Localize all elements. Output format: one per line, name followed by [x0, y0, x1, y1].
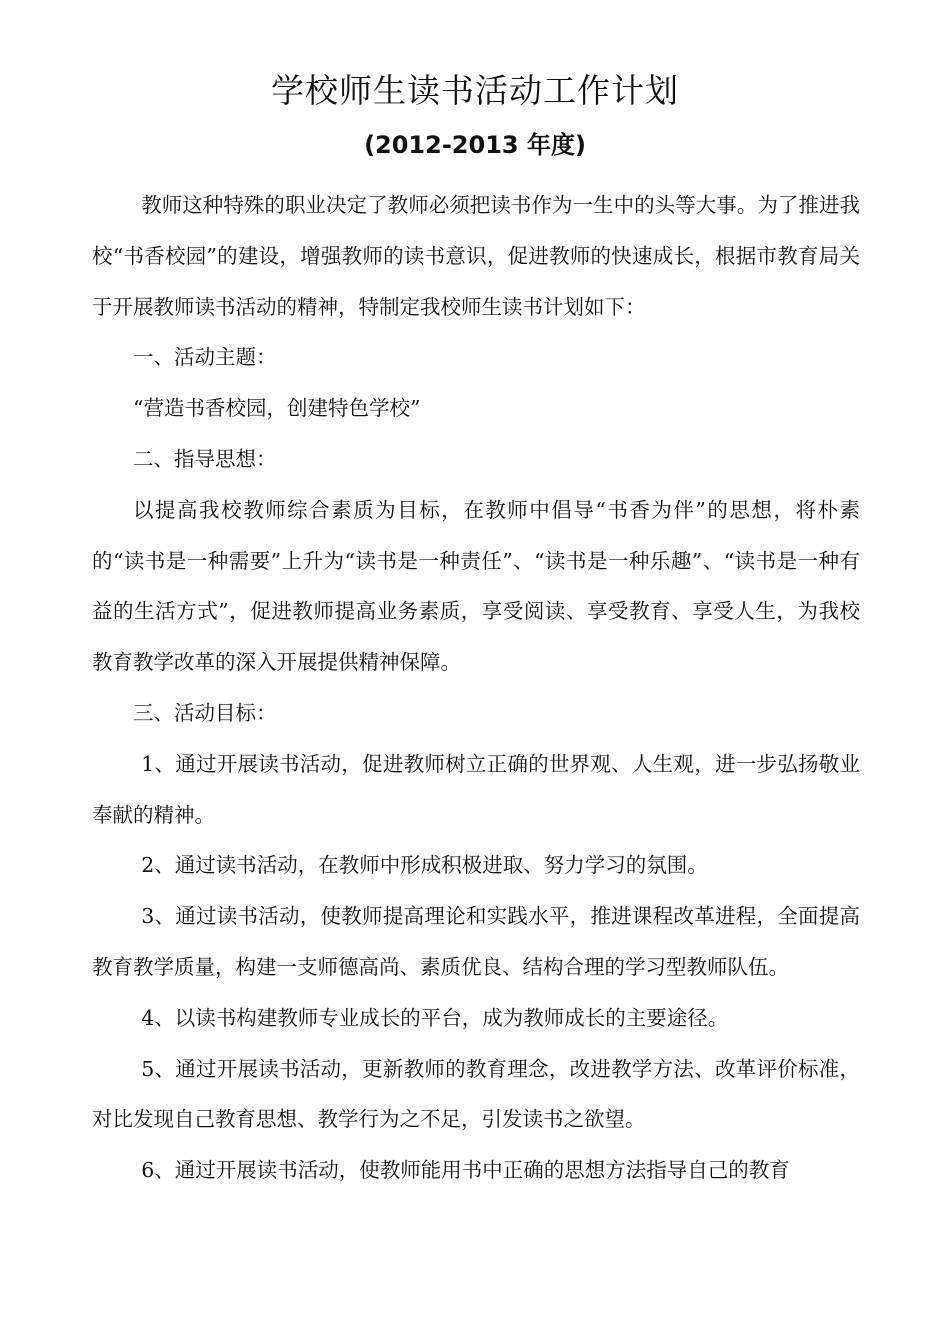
section-heading-goals: 三、活动目标： — [133, 700, 277, 725]
document-body — [92, 180, 860, 1196]
theme-slogan: “营造书香校园，创建特色学校” — [133, 396, 421, 421]
section-heading-guiding-idea: 二、指导思想： — [133, 446, 277, 471]
goal-item-6: 6、通过开展读书活动，使教师能用书中正确的思想方法指导自己的教育 — [141, 1158, 790, 1183]
goal-item-3: 3、通过读书活动，使教师提高理论和实践水平，推进课程改革进程，全面提高教育教学质量，构建一支师德高尚、素质优良、结构合理的学习型教师队伍。 — [92, 904, 860, 979]
document-subtitle: (2012-2013 年度) — [364, 131, 586, 159]
goal-item-1: 1、通过开展读书活动，促进教师树立正确的世界观、人生观，进一步弘扬敬业奉献的精神。 — [92, 751, 860, 827]
intro-paragraph: 教师这种特殊的职业决定了教师必须把读书作为一生中的头等大事。为了推进我校“书香校园”的建设，增强教师的读书意识，促进教师的快速成长，根据市教育局关于开展教师读书活动的精神，特制定我校师生读书计划如下： — [92, 193, 860, 319]
section-heading-theme: 一、活动主题： — [133, 345, 277, 370]
goal-item-2: 2、通过读书活动，在教师中形成积极进取、努力学习的氛围。 — [141, 853, 708, 878]
document-title: 学校师生读书活动工作计划 — [271, 71, 679, 110]
goal-item-4: 4、以读书构建教师专业成长的平台，成为教师成长的主要途径。 — [141, 1005, 729, 1030]
goal-item-5: 5、通过开展读书活动，更新教师的教育理念，改进教学方法、改革评价标准，对比发现自己教育思想、教学行为之不足，引发读书之欲望。 — [92, 1056, 860, 1132]
guiding-idea-paragraph: 以提高我校教师综合素质为目标，在教师中倡导“书香为伴”的思想，将朴素的“读书是一种需要”上升为“读书是一种责任”、“读书是一种乐趣”、“读书是一种有益的生活方式”，促进教师提高业务素质，享受阅读、享受教育、享受人生，为我校教育教学改革的深入开展提供精神保障。 — [92, 497, 860, 675]
